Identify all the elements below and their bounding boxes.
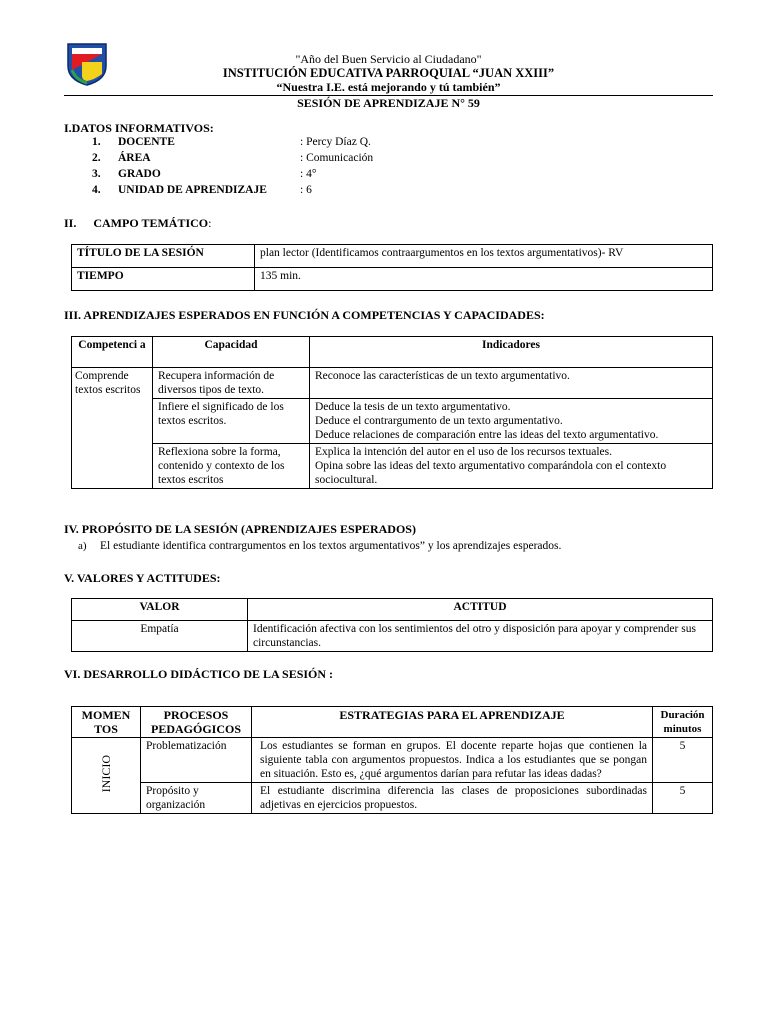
section-3-title: III. APRENDIZAJES ESPERADOS EN FUNCIÓN A COMPETENCIAS Y CAPACIDADES: xyxy=(64,308,545,322)
datos-num: 1. xyxy=(92,136,101,148)
table-row xyxy=(72,368,713,399)
indicador-item: Deduce relaciones de comparación entre las ideas del texto argumentativo. xyxy=(315,429,659,441)
datos-num: 2. xyxy=(92,152,101,164)
session-title: SESIÓN DE APRENDIZAJE N° 59 xyxy=(297,96,480,110)
competencias-table xyxy=(71,336,713,489)
datos-label: GRADO xyxy=(118,168,161,180)
table-row xyxy=(72,621,713,652)
duracion-cell: 5 xyxy=(653,738,713,783)
col-header-procesos: PROCESOS PEDAGÓGICOS xyxy=(141,707,252,738)
duracion-cell: 5 xyxy=(653,783,713,814)
momento-cell xyxy=(72,738,141,814)
campo-label: TIEMPO xyxy=(72,268,255,291)
section-2-num: II. xyxy=(64,216,77,230)
valor-cell: Empatía xyxy=(72,621,248,652)
col-header-valor: VALOR xyxy=(72,599,248,621)
datos-label: UNIDAD DE APRENDIZAJE xyxy=(118,184,267,196)
section-2-label: CAMPO TEMÁTICO xyxy=(93,216,209,230)
indicador-item: Deduce el contrargumento de un texto argumentativo. xyxy=(315,415,563,427)
table-row xyxy=(72,738,713,783)
campo-value: 135 min. xyxy=(255,268,713,291)
capacidad-cell: Recupera información de diversos tipos de texto. xyxy=(153,368,310,399)
indicadores-cell xyxy=(310,368,713,399)
datos-label: ÁREA xyxy=(118,152,151,164)
estrategia-text: El estudiante discrimina diferencia las clases de proposiciones subordinadas adjetivas en ejercicios propuestos. xyxy=(260,785,647,811)
campo-value: plan lector (Identificamos contraargumentos en los textos argumentativos)- RV xyxy=(255,245,713,268)
indicador-item: Opina sobre las ideas del texto argumentativo comparándola con el contexto sociocultural. xyxy=(315,460,667,486)
actitud-cell: Identificación afectiva con los sentimientos del otro y disposición para apoyar y comprender sus circunstancias. xyxy=(248,621,713,652)
institution-name: INSTITUCIÓN EDUCATIVA PARROQUIAL “JUAN XXIII” xyxy=(222,66,555,80)
header-motto: "Año del Buen Servicio al Ciudadano" xyxy=(295,52,482,66)
proposito-text: El estudiante identifica contrargumentos en los textos argumentativos” y los aprendizajes esperados. xyxy=(100,540,562,552)
indicadores-cell xyxy=(310,444,713,489)
indicador-item: Reconoce las características de un texto argumentativo. xyxy=(315,370,570,382)
campo-tematico-table xyxy=(71,244,713,291)
indicador-item: Explica la intención del autor en el uso de los recursos textuales. xyxy=(315,446,612,458)
valores-table xyxy=(71,598,713,652)
section-4-title: IV. PROPÓSITO DE LA SESIÓN (APRENDIZAJES ESPERADOS) xyxy=(64,522,416,536)
indicador-item: Deduce la tesis de un texto argumentativo. xyxy=(315,401,511,413)
table-row xyxy=(72,783,713,814)
institution-slogan: “Nuestra I.E. está mejorando y tú también” xyxy=(276,80,501,94)
section-5-title: V. VALORES Y ACTITUDES: xyxy=(64,571,221,585)
col-header-duracion: Duración minutos xyxy=(653,707,713,738)
table-row xyxy=(72,444,713,489)
table-header-row xyxy=(72,707,713,738)
estrategia-cell xyxy=(252,783,653,814)
datos-value: : Comunicación xyxy=(300,152,374,164)
datos-value: : 4° xyxy=(300,168,317,180)
proceso-cell: Problematización xyxy=(141,738,252,783)
section-1-title: I.DATOS INFORMATIVOS: xyxy=(64,121,214,135)
col-header-indicadores: Indicadores xyxy=(310,337,713,368)
table-row xyxy=(72,245,713,268)
col-header-momentos: MOMEN TOS xyxy=(72,707,141,738)
estrategia-cell xyxy=(252,738,653,783)
table-header-row xyxy=(72,337,713,368)
momento-label: INICIO xyxy=(99,754,113,793)
section-2-colon: : xyxy=(208,216,212,230)
datos-label: DOCENTE xyxy=(118,136,175,148)
section-2-title xyxy=(64,216,211,231)
campo-label: TÍTULO DE LA SESIÓN xyxy=(72,245,255,268)
capacidad-cell: Reflexiona sobre la forma, contenido y contexto de los textos escritos xyxy=(153,444,310,489)
proceso-cell: Propósito y organización xyxy=(141,783,252,814)
col-header-actitud: ACTITUD xyxy=(248,599,713,621)
datos-num: 4. xyxy=(92,184,101,196)
table-header-row xyxy=(72,599,713,621)
section-6-title: VI. DESARROLLO DIDÁCTICO DE LA SESIÓN : xyxy=(64,667,334,681)
datos-value: : 6 xyxy=(300,184,312,196)
proposito-marker: a) xyxy=(78,540,87,552)
estrategia-text: Los estudiantes se forman en grupos. El docente reparte hojas que contienen la siguiente tabla con argumentos propuestos. Indica a los estudiantes que se pongan en situación. Esto es, ¿qué argumentos darían para refutar las ideas dadas? xyxy=(260,740,647,780)
col-header-capacidad: Capacidad xyxy=(153,337,310,368)
table-row xyxy=(72,399,713,444)
desarrollo-table xyxy=(71,706,713,814)
competencia-cell: Comprende textos escritos xyxy=(72,368,153,489)
capacidad-cell: Infiere el significado de los textos escritos. xyxy=(153,399,310,444)
table-row xyxy=(72,268,713,291)
col-header-competencia: Competenci a xyxy=(72,337,153,368)
datos-num: 3. xyxy=(92,168,101,180)
indicadores-cell xyxy=(310,399,713,444)
datos-value: : Percy Díaz Q. xyxy=(300,136,371,148)
col-header-estrategias: ESTRATEGIAS PARA EL APRENDIZAJE xyxy=(252,707,653,738)
